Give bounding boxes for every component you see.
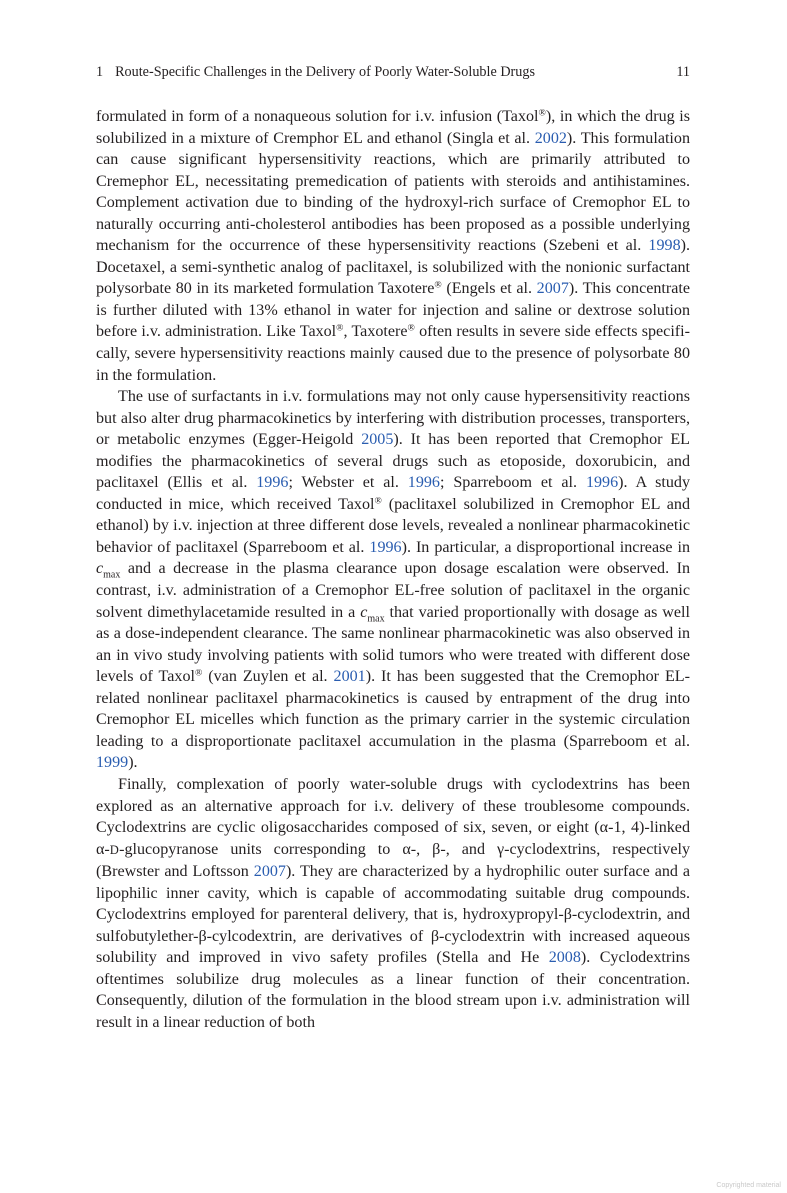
- text-run: (van Zuylen et al.: [202, 668, 334, 686]
- text-run: ). In particular, a disproportional increase in: [401, 538, 690, 556]
- paragraph: [96, 386, 690, 774]
- small-caps: D: [109, 842, 120, 857]
- text-run: ). This concentrate is further diluted with 13% ethanol in water for injection and saline or dextrose solution before i.v. administration. Like Taxol: [96, 280, 690, 341]
- text-run: ; Webster et al.: [288, 474, 408, 492]
- text-run: The use of surfactants in i.v. formulations may not only cause hypersensitivity reactions but also alter drug pharmacokinetics by interfering with distribution processes, transporters, or metabolic enzymes (Egger-Heigold: [96, 388, 690, 449]
- paragraph: [96, 106, 690, 386]
- text-run: ). Cyclodextrins oftentimes solubilize drug molecules as a linear function of their concentration. Consequently, dilution of the formulation in the blood stream upon i.v. administration will result in a linear reduction of both: [96, 949, 690, 1031]
- text-run: ). It has been reported that Cremophor EL modifies the pharmacokinetics of several drugs such as etoposide, doxorubicin, and paclitaxel (Ellis et al.: [96, 431, 690, 492]
- text-run: (Engels et al.: [441, 280, 537, 298]
- citation-link[interactable]: 1998: [648, 237, 681, 255]
- text-run: Finally, complexation of poorly water-soluble drugs with cyclodextrins has been explored as an alternative approach for i.v. delivery of these troublesome compounds. Cyclodextrins are cyclic oligosaccharides composed of six, seven, or eight (α-1, 4)-linked α-: [96, 775, 690, 858]
- registered-mark: ®: [374, 495, 382, 507]
- text-run: ). A study conducted in mice, which received Taxol: [96, 474, 691, 513]
- body-text: [96, 106, 690, 1034]
- text-run: ). They are characterized by a hydrophilic outer surface and a lipophilic inner cavity, which is capable of accommodating suitable drug compounds. Cyclodextrins employed for parenteral delivery, that is, hydroxypropyl-β-cyclodextrin, and sulfobutylether-β-cylcodextrin, are derivatives of β-cyclodextrin with increased aqueous solubility and improved in vivo safety profiles (Stella and He: [96, 863, 690, 967]
- citation-link[interactable]: 1996: [256, 474, 289, 492]
- citation-link[interactable]: 1996: [407, 474, 440, 492]
- text-run: ).: [128, 754, 138, 772]
- chapter-title: Route-Specific Challenges in the Delivery of Poorly Water-Soluble Drugs: [115, 64, 535, 80]
- registered-mark: ®: [407, 323, 415, 335]
- citation-link[interactable]: 2007: [253, 863, 286, 881]
- text-run: ). This formulation can cause significant hypersensitivity reactions, which are primarily attributed to Cremephor EL, necessitating premedication of patients with steroids and antihistamines. Complement activation due to binding of the hydroxyl-rich surface of Cremophor EL to naturally occurring anti-cholesterol antibodies has been proposed as a possible underlying mechanism for the occurrence of these hypersensitivity reactions (Szebeni et al.: [96, 129, 690, 255]
- text-run: ), in which the drug is solubilized in a mixture of Cremphor EL and ethanol (Singla et al.: [96, 108, 691, 147]
- paragraph: [96, 774, 690, 1034]
- citation-link[interactable]: 2002: [534, 129, 567, 147]
- text-run: , Taxotere: [343, 323, 408, 341]
- citation-link[interactable]: 2005: [361, 431, 394, 449]
- text-run: that varied proportionally with dosage as well as a dose-independent clearance. The same nonlinear pharmacokinetic was also observed in an in vivo study involving patients with solid tumors who were treated with different dose levels of Taxol: [96, 603, 691, 686]
- math-variable: c: [96, 560, 104, 578]
- subscript: max: [367, 613, 385, 625]
- subscript: max: [103, 569, 121, 581]
- citation-link[interactable]: 1999: [96, 754, 129, 772]
- citation-link[interactable]: 2008: [548, 949, 581, 967]
- text-run: -glucopyranose units corresponding to α-, β-, and γ-cyclodextrins, respectively (Brewster and Loftsson: [96, 840, 690, 881]
- watermark: Copyrighted material: [716, 1182, 781, 1189]
- text-run: ). It has been suggested that the Cremophor EL-related nonlinear paclitaxel pharmacokinetics is caused by entrapment of the drug into Cremophor EL micelles which function as the primary carrier in the systemic circulation leading to a disproportionate paclitaxel accumulation in the plasma (Sparreboom et al.: [96, 668, 690, 750]
- registered-mark: ®: [434, 280, 442, 292]
- registered-mark: ®: [538, 107, 546, 119]
- page-number: 11: [676, 64, 690, 80]
- citation-link[interactable]: 1996: [369, 538, 402, 556]
- text-run: and a decrease in the plasma clearance upon dosage escalation were observed. In contrast, i.v. administration of a Cremophor EL-free solution of paclitaxel in the organic solvent dimethylacetamide resulted in a: [96, 560, 690, 621]
- math-variable: c: [360, 603, 368, 621]
- text-run: ; Sparreboom et al.: [439, 474, 586, 492]
- citation-link[interactable]: 2001: [333, 668, 366, 686]
- registered-mark: ®: [194, 667, 203, 679]
- text-run: formulated in form of a nonaqueous solution for i.v. infusion (Taxol: [96, 108, 539, 125]
- running-head: [96, 62, 690, 82]
- text-run: (paclitaxel solubilized in Cremophor EL and ethanol) by i.v. injection at three different dose levels, revealed a nonlinear pharmacokinetic behavior of paclitaxel (Sparreboom et al.: [96, 495, 690, 556]
- registered-mark: ®: [336, 323, 344, 335]
- chapter-number: 1: [96, 64, 104, 80]
- citation-link[interactable]: 1996: [585, 474, 619, 492]
- text-run: often results in severe side effects specifically, severe hypersensitivity reactions mainly caused due to the presence of polysorbate 80 in the formulation.: [96, 323, 690, 384]
- citation-link[interactable]: 2007: [536, 280, 569, 298]
- text-run: ). Docetaxel, a semi-synthetic analog of paclitaxel, is solubilized with the nonionic surfactant polysorbate 80 in its marketed formulation Taxotere: [96, 237, 690, 298]
